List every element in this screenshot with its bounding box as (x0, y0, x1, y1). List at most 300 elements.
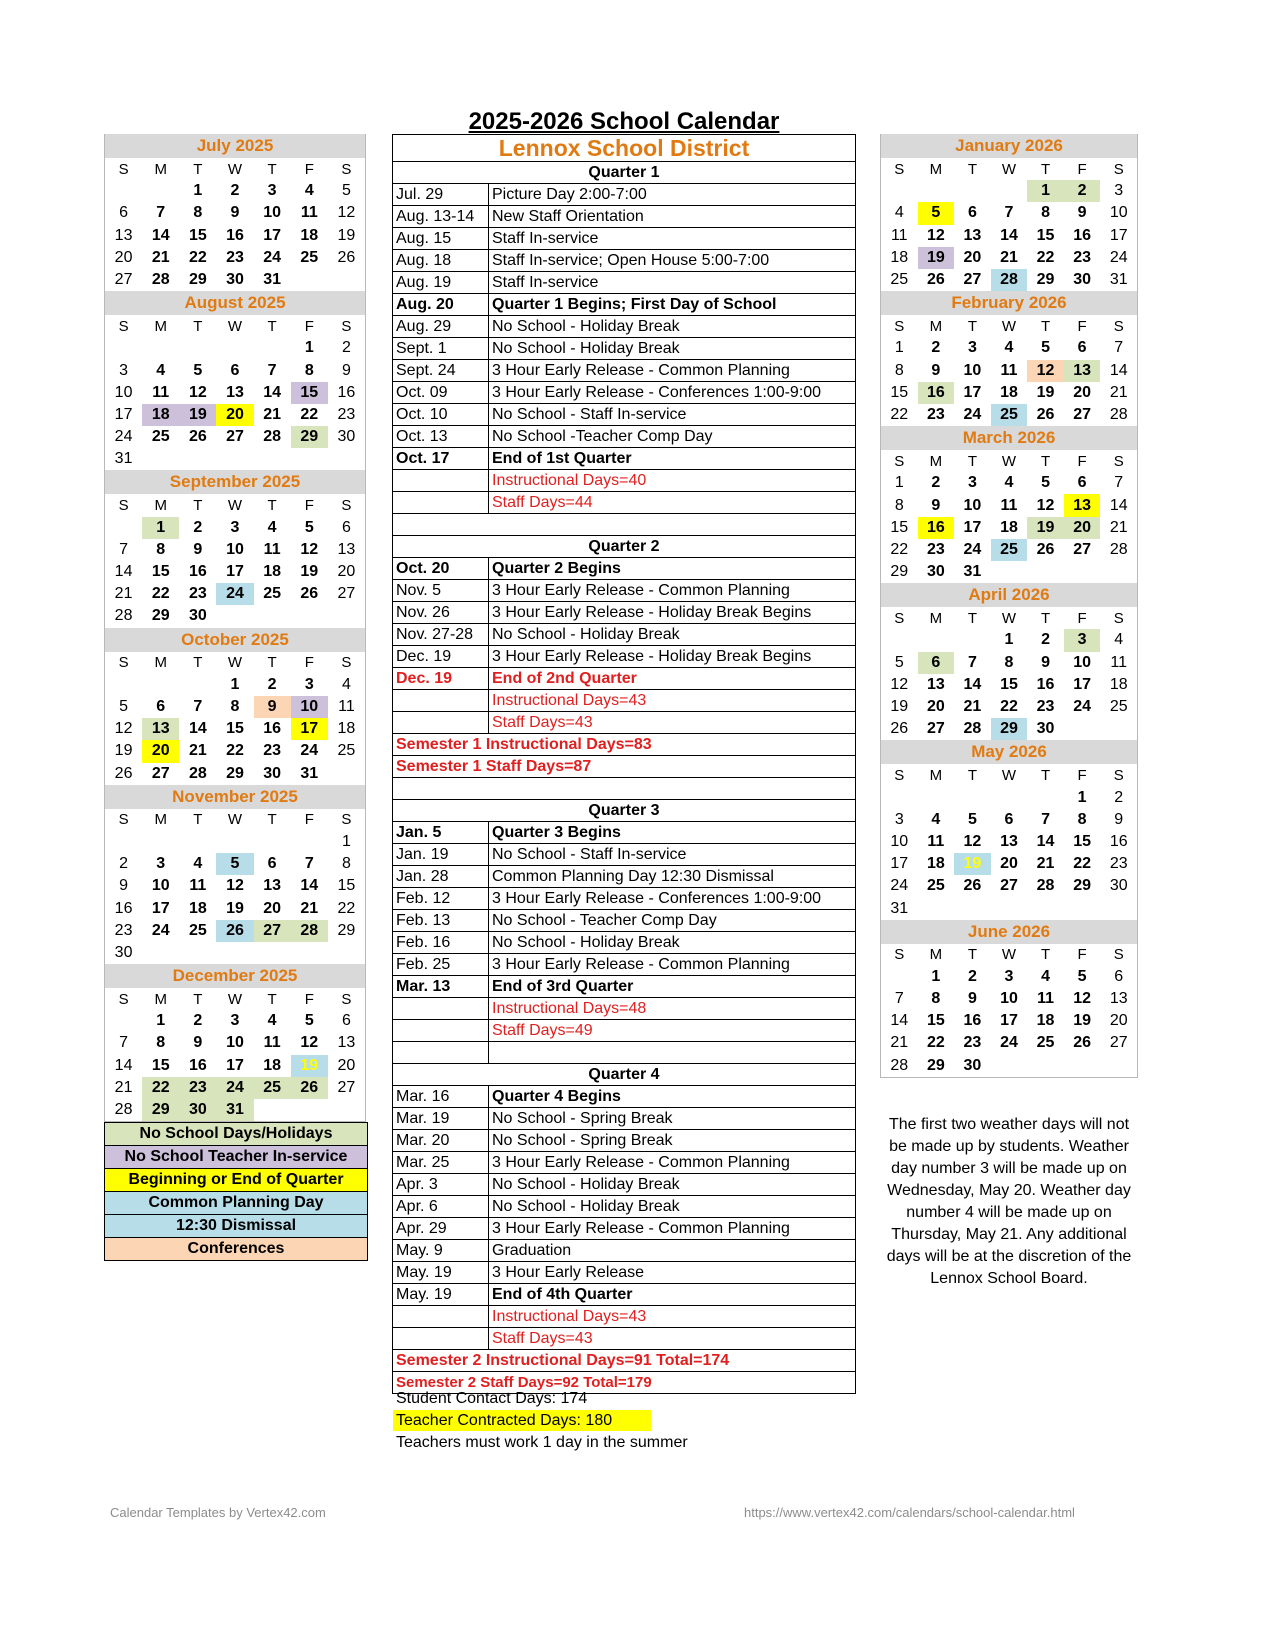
event-date: Aug. 13-14 (393, 206, 489, 227)
day-cell: 9 (967, 990, 977, 1008)
day-cell: 14 (1109, 496, 1128, 514)
day-cell: 7 (1004, 204, 1014, 222)
day-cell: 5 (304, 518, 314, 536)
day-cell: 20 (142, 740, 179, 762)
weekday-header-row (105, 809, 365, 831)
day-cell: 1 (1077, 788, 1087, 806)
day-cell: 4 (931, 810, 941, 828)
day-cell: 2 (230, 182, 240, 200)
semester-total-row: Semester 1 Staff Days=87 (393, 756, 855, 778)
day-cell: 9 (193, 1034, 203, 1052)
day-cell: 16 (188, 563, 207, 581)
day-cell: 14 (114, 1056, 133, 1074)
day-cell: 27 (1000, 877, 1018, 895)
day-cell (328, 605, 365, 627)
event-description: 3 Hour Early Release (492, 1264, 645, 1281)
day-cell: 24 (300, 742, 319, 760)
week-row (881, 539, 1137, 561)
day-cell (328, 1099, 365, 1121)
day-cell: 1 (894, 474, 904, 492)
day-cell: 2 (967, 967, 977, 985)
weekday-header: F (304, 654, 314, 672)
day-cell (216, 448, 253, 470)
month-title: January 2026 (881, 134, 1137, 158)
day-cell: 25 (1036, 1034, 1055, 1052)
weekday-header: S (341, 811, 352, 829)
event-row (393, 250, 855, 272)
day-cell: 29 (991, 718, 1028, 740)
day-cell (216, 337, 253, 359)
day-cell: 10 (890, 832, 909, 850)
day-cell (291, 605, 328, 627)
semester-total-row: Semester 2 Staff Days=92 Total=179 (396, 1374, 652, 1391)
day-cell: 5 (918, 202, 955, 224)
day-cell: 19 (114, 742, 133, 760)
day-cell: 14 (114, 563, 133, 581)
weekday-header: F (304, 497, 314, 515)
event-description: 3 Hour Early Release - Common Planning (492, 362, 790, 379)
day-cell: 6 (967, 204, 977, 222)
day-cell: 13 (337, 540, 356, 558)
day-cell: 3 (1004, 967, 1014, 985)
event-row (393, 492, 855, 514)
day-cell (105, 674, 142, 696)
day-cell: 8 (894, 496, 904, 514)
day-cell: 13 (142, 718, 179, 740)
day-cell: 4 (1041, 967, 1051, 985)
day-cell: 29 (337, 921, 356, 939)
day-cell (179, 831, 216, 853)
day-cell: 30 (926, 563, 945, 581)
day-cell: 2 (193, 1012, 203, 1030)
day-cell: 28 (114, 607, 133, 625)
legend-item: Common Planning Day (105, 1192, 367, 1215)
event-row (393, 1328, 855, 1350)
blank-row (393, 778, 855, 800)
day-cell: 30 (337, 428, 356, 446)
week-row (105, 247, 365, 269)
event-row (393, 1284, 855, 1306)
event-description: No School -Teacher Comp Day (492, 428, 713, 445)
event-date (393, 1306, 489, 1327)
month-title: February 2026 (881, 291, 1137, 315)
day-cell: 30 (188, 607, 207, 625)
day-cell: 15 (890, 383, 909, 401)
event-description: Common Planning Day 12:30 Dismissal (492, 868, 774, 885)
event-date: Aug. 20 (393, 294, 489, 315)
day-cell: 20 (1064, 517, 1101, 539)
day-cell: 25 (890, 271, 909, 289)
day-cell: 23 (226, 248, 244, 266)
day-cell (881, 966, 918, 988)
day-cell: 21 (1000, 248, 1018, 266)
weekday-header: F (304, 317, 314, 335)
day-cell: 23 (926, 540, 945, 558)
event-date (393, 1042, 489, 1063)
week-row (881, 652, 1137, 674)
day-cell: 10 (263, 204, 282, 222)
event-description: 3 Hour Early Release - Conferences 1:00-9:00 (492, 890, 822, 907)
day-cell: 12 (890, 675, 909, 693)
week-row (881, 494, 1137, 516)
event-description: 3 Hour Early Release - Common Planning (492, 582, 790, 599)
day-cell: 6 (341, 518, 351, 536)
week-row (105, 382, 365, 404)
day-cell: 13 (1109, 990, 1128, 1008)
event-description: Staff In-service; Open House 5:00-7:00 (492, 252, 770, 269)
event-description: Staff Days=44 (492, 494, 593, 511)
day-cell (105, 337, 142, 359)
month-calendar (104, 134, 366, 291)
day-cell: 6 (1077, 339, 1087, 357)
day-cell: 11 (152, 383, 170, 401)
day-cell: 14 (1109, 361, 1128, 379)
day-cell: 12 (226, 877, 244, 895)
day-cell: 25 (926, 877, 945, 895)
weekday-header: T (267, 654, 277, 672)
event-description: 3 Hour Early Release - Common Planning (492, 956, 790, 973)
day-cell: 14 (300, 877, 319, 895)
weekday-header-row (105, 988, 365, 1010)
event-date: Aug. 15 (393, 228, 489, 249)
week-row (105, 1010, 365, 1032)
week-row (881, 180, 1137, 202)
day-cell: 10 (963, 361, 982, 379)
week-row (105, 1055, 365, 1077)
day-cell: 7 (119, 1034, 129, 1052)
event-description: New Staff Orientation (492, 208, 644, 225)
day-cell: 7 (1041, 810, 1051, 828)
day-cell: 2 (267, 675, 277, 693)
day-cell: 8 (931, 990, 941, 1008)
weekday-header: T (1040, 452, 1051, 470)
day-cell: 4 (267, 1012, 277, 1030)
day-cell: 29 (1073, 877, 1092, 895)
day-cell (291, 448, 328, 470)
day-cell (1064, 561, 1101, 583)
day-cell (1027, 1055, 1064, 1077)
event-date (393, 492, 489, 513)
day-cell (179, 337, 216, 359)
day-cell (954, 787, 991, 809)
event-row (393, 1020, 855, 1042)
day-cell (1100, 561, 1137, 583)
week-row (105, 696, 365, 718)
day-cell: 23 (179, 1077, 216, 1099)
day-cell: 26 (216, 920, 253, 942)
event-date (393, 1328, 489, 1349)
week-row (105, 897, 365, 919)
event-date: Sept. 1 (393, 338, 489, 359)
day-cell: 10 (151, 877, 170, 895)
weekday-header: S (341, 990, 352, 1008)
event-description (489, 1042, 855, 1063)
month-calendar (880, 134, 1138, 291)
day-cell: 31 (1109, 271, 1128, 289)
event-date: Dec. 19 (393, 668, 489, 689)
weekday-header: W (227, 497, 243, 515)
day-cell: 25 (151, 428, 170, 446)
week-row (881, 1010, 1137, 1032)
weekday-header: T (267, 990, 277, 1008)
day-cell: 23 (963, 1034, 982, 1052)
week-row (105, 875, 365, 897)
day-cell: 1 (1027, 180, 1064, 202)
event-row (393, 426, 855, 448)
day-cell: 24 (963, 405, 982, 423)
day-cell: 23 (263, 742, 282, 760)
quarter-header: Quarter 2 (393, 536, 855, 558)
day-cell: 2 (119, 855, 129, 873)
day-cell (881, 629, 918, 651)
weekday-header-row (881, 158, 1137, 180)
event-description: No School - Holiday Break (492, 626, 680, 643)
day-cell: 31 (263, 271, 282, 289)
event-row (393, 316, 855, 338)
day-cell (991, 897, 1028, 919)
day-cell: 14 (1000, 226, 1018, 244)
day-cell: 30 (963, 1056, 982, 1074)
month-title: August 2025 (105, 291, 365, 315)
day-cell: 29 (291, 426, 328, 448)
month-calendar (104, 785, 366, 964)
event-description: No School - Holiday Break (492, 318, 680, 335)
week-row (105, 180, 365, 202)
weekday-header: S (341, 654, 352, 672)
color-legend (104, 1122, 368, 1261)
day-cell: 21 (1109, 518, 1128, 536)
day-cell: 5 (216, 853, 253, 875)
week-row (881, 360, 1137, 382)
day-cell: 30 (179, 1099, 216, 1121)
day-cell: 8 (1004, 653, 1014, 671)
weekday-header: T (193, 811, 203, 829)
blank-row (393, 514, 855, 536)
day-cell: 21 (300, 899, 319, 917)
day-cell: 11 (263, 540, 281, 558)
weekday-header-row (881, 607, 1137, 629)
weekday-header: S (1113, 160, 1124, 178)
day-cell (216, 942, 253, 964)
day-cell: 21 (963, 698, 982, 716)
day-cell: 30 (1073, 271, 1092, 289)
event-row (393, 1086, 855, 1108)
day-cell: 20 (1073, 383, 1092, 401)
day-cell (142, 674, 179, 696)
day-cell: 7 (156, 204, 166, 222)
day-cell: 31 (216, 1099, 253, 1121)
day-cell: 22 (300, 405, 319, 423)
day-cell: 8 (1041, 204, 1051, 222)
event-date: Oct. 10 (393, 404, 489, 425)
legend-item: Beginning or End of Quarter (105, 1169, 367, 1192)
day-cell: 26 (337, 248, 356, 266)
footer-url[interactable]: https://www.vertex42.com/calendars/school-calendar.html (744, 1505, 1075, 1520)
event-date: Nov. 5 (393, 580, 489, 601)
day-cell (918, 787, 955, 809)
day-cell: 5 (341, 182, 351, 200)
day-cell (142, 831, 179, 853)
day-cell: 17 (263, 226, 282, 244)
legend-item: No School Teacher In-service (105, 1146, 367, 1169)
event-row (393, 404, 855, 426)
event-row (393, 932, 855, 954)
day-cell: 27 (1109, 1034, 1128, 1052)
day-cell: 25 (1109, 698, 1128, 716)
day-cell: 11 (338, 698, 355, 716)
day-cell: 23 (926, 405, 945, 423)
week-row (105, 202, 365, 224)
week-row (881, 831, 1137, 853)
week-row (881, 404, 1137, 426)
event-row (393, 1240, 855, 1262)
event-row (393, 294, 855, 316)
week-row (881, 718, 1137, 740)
event-row (393, 1042, 855, 1064)
month-calendar (880, 583, 1138, 740)
event-row (393, 976, 855, 998)
event-description: End of 1st Quarter (492, 450, 632, 467)
month-title: March 2026 (881, 426, 1137, 450)
day-cell: 23 (337, 405, 356, 423)
event-date: Oct. 20 (393, 558, 489, 579)
weekday-header: T (193, 654, 203, 672)
day-cell: 30 (1036, 720, 1055, 738)
day-cell: 28 (1109, 405, 1128, 423)
weekday-header: W (1001, 317, 1017, 335)
day-cell: 22 (188, 248, 207, 266)
weekday-header: M (929, 317, 943, 335)
day-cell: 27 (926, 720, 945, 738)
legend-item: 12:30 Dismissal (105, 1215, 367, 1238)
day-cell: 2 (1064, 180, 1101, 202)
weekday-header: M (154, 654, 167, 672)
day-cell (142, 448, 179, 470)
day-cell: 3 (304, 675, 314, 693)
day-cell: 13 (1000, 832, 1018, 850)
day-cell: 16 (263, 720, 282, 738)
day-cell: 6 (1077, 474, 1087, 492)
month-calendar (104, 628, 366, 785)
day-cell: 26 (926, 271, 945, 289)
day-cell: 24 (114, 428, 133, 446)
event-row (393, 844, 855, 866)
event-description: 3 Hour Early Release - Conferences 1:00-9:00 (492, 384, 822, 401)
weekday-header: F (1077, 317, 1087, 335)
week-row (105, 561, 365, 583)
day-cell: 13 (1064, 360, 1101, 382)
day-cell: 26 (291, 1077, 328, 1099)
day-cell: 20 (963, 248, 982, 266)
day-cell: 29 (188, 271, 207, 289)
day-cell: 19 (918, 247, 955, 269)
event-row (393, 910, 855, 932)
day-cell (1064, 1055, 1101, 1077)
week-row (105, 448, 365, 470)
week-row (881, 202, 1137, 224)
event-row (393, 184, 855, 206)
week-row (881, 629, 1137, 651)
week-row (105, 583, 365, 605)
day-cell: 8 (156, 540, 166, 558)
day-cell: 17 (890, 855, 909, 873)
event-row (393, 602, 855, 624)
weekday-header: M (154, 497, 167, 515)
day-cell (254, 337, 291, 359)
event-description: Staff Days=43 (492, 1330, 593, 1347)
event-row (393, 1306, 855, 1328)
event-date: Mar. 13 (393, 976, 489, 997)
day-cell: 4 (1114, 631, 1124, 649)
day-cell: 15 (291, 382, 328, 404)
day-cell: 2 (931, 339, 941, 357)
week-row (881, 696, 1137, 718)
week-row (105, 269, 365, 291)
day-cell: 17 (1109, 226, 1128, 244)
week-row (105, 539, 365, 561)
week-row (105, 853, 365, 875)
day-cell: 21 (1109, 383, 1128, 401)
event-date: Nov. 26 (393, 602, 489, 623)
week-row (881, 269, 1137, 291)
day-cell (291, 269, 328, 291)
week-row (881, 247, 1137, 269)
day-cell (291, 831, 328, 853)
week-row (881, 853, 1137, 875)
event-row (393, 888, 855, 910)
day-cell: 19 (1036, 383, 1055, 401)
event-description: Graduation (492, 1242, 572, 1259)
weekday-header: T (193, 160, 203, 178)
day-cell: 16 (226, 226, 244, 244)
day-cell: 26 (1036, 405, 1055, 423)
day-cell (1100, 897, 1137, 919)
day-cell (1100, 1055, 1137, 1077)
day-cell: 2 (1041, 631, 1051, 649)
week-row (105, 718, 365, 740)
event-description: Staff In-service (492, 274, 599, 291)
weekday-header: S (341, 317, 352, 335)
day-cell (881, 180, 918, 202)
event-description: 3 Hour Early Release - Common Planning (492, 1154, 790, 1171)
event-description: No School - Staff In-service (492, 846, 687, 863)
day-cell: 27 (151, 764, 170, 782)
day-cell: 12 (188, 383, 207, 401)
day-cell: 18 (926, 855, 945, 873)
event-row (393, 690, 855, 712)
day-cell (142, 942, 179, 964)
day-cell: 12 (1036, 496, 1055, 514)
day-cell (1027, 561, 1064, 583)
event-date (393, 470, 489, 491)
day-cell: 3 (230, 518, 240, 536)
day-cell: 26 (114, 764, 133, 782)
day-cell: 15 (1036, 226, 1055, 244)
week-row (105, 337, 365, 359)
event-date: Mar. 25 (393, 1152, 489, 1173)
day-cell: 9 (254, 696, 291, 718)
day-cell: 14 (1036, 832, 1055, 850)
week-row (105, 426, 365, 448)
day-cell: 19 (226, 899, 244, 917)
day-cell: 17 (1073, 675, 1092, 693)
day-cell: 27 (1073, 540, 1092, 558)
event-date: Mar. 16 (393, 1086, 489, 1107)
event-row (393, 1262, 855, 1284)
weekday-header: F (1077, 609, 1087, 627)
week-row (105, 605, 365, 627)
day-cell: 27 (337, 585, 356, 603)
